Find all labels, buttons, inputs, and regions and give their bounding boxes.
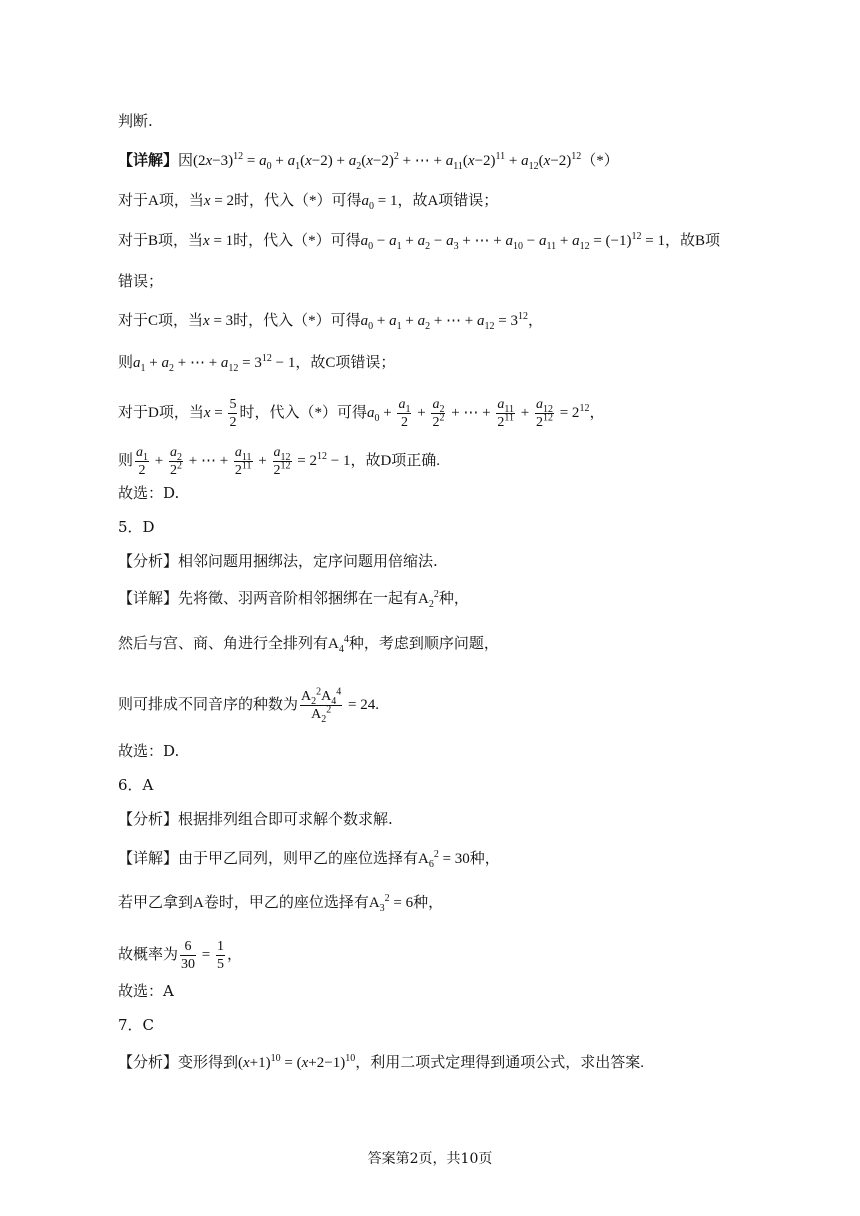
math-line: 对于A项，当x = 2时，代入（*）可得$a_0 = 1$，故A项错误； [118, 193, 499, 212]
question-number [118, 774, 153, 796]
line-text: 错误； [118, 272, 164, 290]
text-line [118, 740, 179, 762]
fraction: $\frac{a_{12}}{2^{12}}$ [535, 397, 553, 430]
math-line: 对于C项，当x = 3时，代入（*）可得$a_0 + a_1 + a_2$ + ⋯ + $a_{12} = 3^{12}$， [118, 311, 543, 332]
fraction: $\frac{a_{11}}{2^{11}}$ [497, 397, 514, 430]
line-text: 6．A [118, 776, 154, 794]
question-number [118, 516, 155, 538]
fraction: $\frac{6}{30}$ [181, 939, 196, 972]
page-footer: 答案第2页，共10页 [367, 1151, 493, 1167]
line-text: 【分析】根据排列组合即可求解个数求解. [118, 810, 393, 828]
fraction: $\frac{A_2^2A_4^4}{A_2^2}$ [301, 686, 342, 725]
line-text: 【分析】相邻问题用捆绑法，定序问题用倍缩法. [118, 552, 438, 570]
analysis-line [118, 808, 393, 830]
math-line: 则可排成不同音序的种数为 $\frac{A_2^2A_4^4}{A_2^2}$ = 24. [118, 686, 379, 725]
math-line: 对于D项，当x = $\frac{5}{2}$ 时，代入（*）可得$a_0$ + $\frac{a_1}{2}$ + $\frac{a_2}{2^2}$ + ⋯ + $\frac{a_{11}}{2^{11}}$ + $\frac{a_{12}}{2^{12}}$ = $2^{12}$， [118, 397, 605, 430]
line-text: 7．C [118, 1016, 155, 1034]
math-line: 则 $\frac{a_1}{2}$ + $\frac{a_2}{2^2}$ + ⋯ + $\frac{a_{11}}{2^{11}}$ + $\frac{a_{12}}{2^{12}}$ = $2^{12} - 1$，故D项正确. [118, 445, 441, 478]
math-line: 若甲乙拿到A卷时，甲乙的座位选择有$A_3^2 = 6$种， [118, 893, 444, 914]
question-number [118, 1014, 154, 1036]
math-line: 【详解】因$(2x-3)^{12} = a_0 + a_1(x-2) + a_2(x-2)^2$ + ⋯ + $a_{11}(x-2)^{11} + a_{12}(x-2)^{12}(*)$ [118, 151, 619, 172]
math-line: 对于B项，当x = 1时，代入（*）可得$a_0 - a_1 + a_2 - a_3$ + ⋯ + $a_{10} - a_{11} + a_{12} = (-1)^{12} = 1$，故B项 [118, 231, 720, 252]
line-text: 故选：D. [118, 742, 180, 760]
math-line: 则$a_1 + a_2$ + ⋯ + $a_{12} = 3^{12} - 1$，故C项错误； [118, 353, 396, 374]
line-text: 故选：D. [118, 484, 180, 502]
text-line [118, 270, 163, 292]
fraction: $\frac{a_1}{2}$ [398, 397, 411, 430]
detail-label: 【详解】 [118, 153, 179, 169]
fraction: $\frac{a_{11}}{2^{11}}$ [234, 445, 252, 478]
math-line: 然后与宫、商、角进行全排列有$A_4^4$种，考虑到顺序问题， [118, 634, 499, 655]
fraction: $\frac{a_2}{2^2}$ [169, 445, 182, 478]
line-text: 故选：A [118, 982, 174, 1000]
fraction: $\frac{5}{2}$ [229, 397, 237, 430]
line-text: 判断. [118, 112, 153, 130]
analysis-line [118, 550, 438, 572]
math-line: 【分析】变形得到$(x+1)^{10} = (x+2-1)^{10}$，利用二项式定理得到通项公式，求出答案. [118, 1053, 644, 1071]
fraction: $\frac{a_{12}}{2^{12}}$ [273, 445, 291, 478]
math-line: 故概率为 $\frac{6}{30}$ = $\frac{1}{5}$ ， [118, 939, 242, 972]
text-line [118, 482, 179, 504]
math-line: 【详解】由于甲乙同列，则甲乙的座位选择有$A_6^2 = 30$种， [118, 849, 500, 870]
text-line [118, 980, 174, 1002]
text-line [118, 110, 153, 132]
fraction: $\frac{a_2}{2^2}$ [432, 397, 445, 430]
fraction: $\frac{1}{5}$ [216, 939, 224, 972]
math-line: 【详解】先将徵、羽两音阶相邻捆绑在一起有$A_2^2$种， [118, 589, 469, 610]
line-text: 5．D [118, 518, 155, 536]
fraction: $\frac{a_1}{2}$ [136, 445, 149, 478]
